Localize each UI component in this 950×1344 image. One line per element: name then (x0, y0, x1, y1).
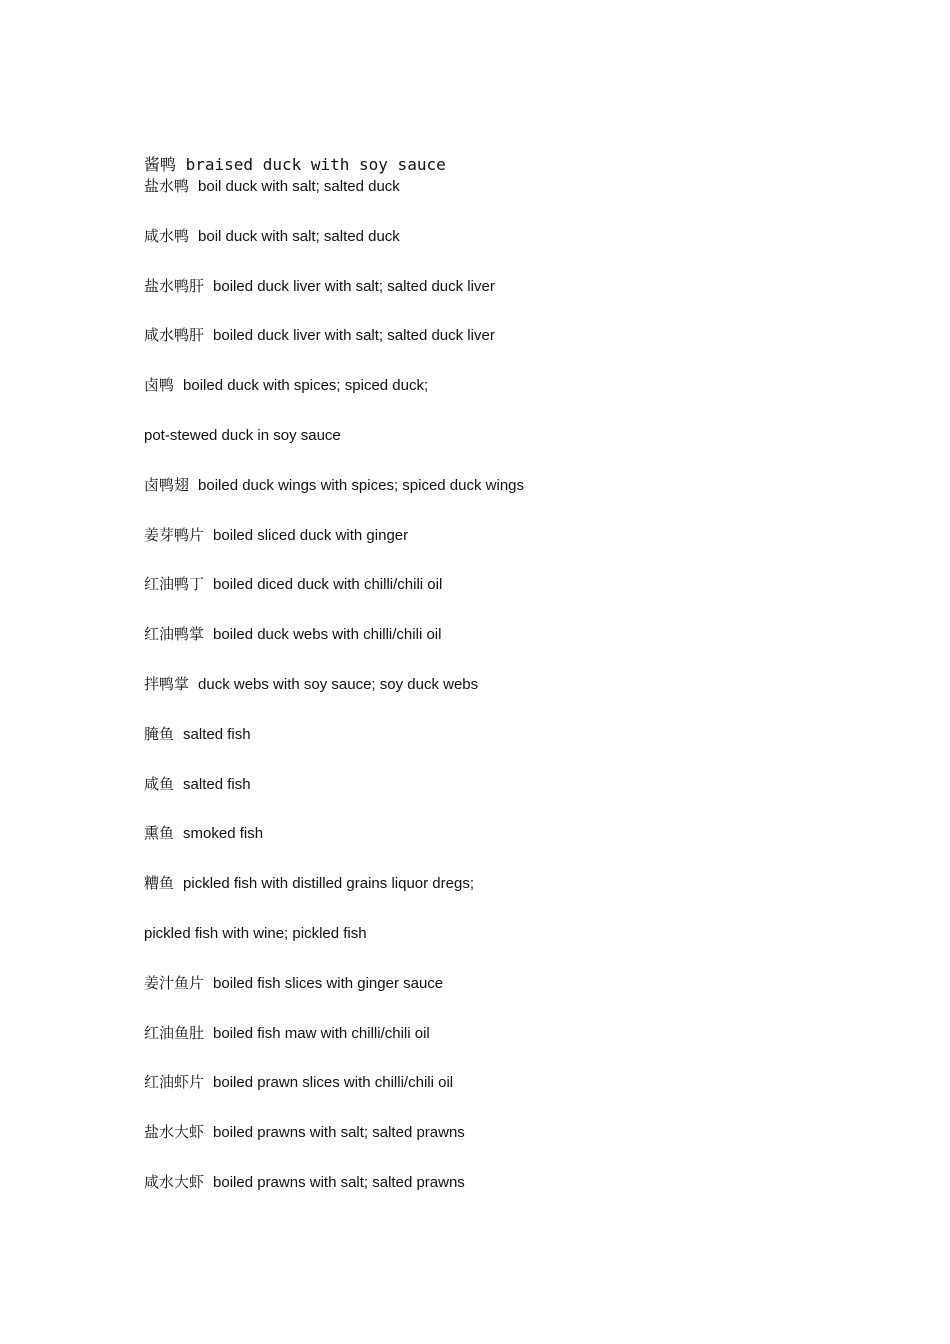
chinese-term: 糟鱼 (144, 875, 175, 893)
list-item (144, 823, 844, 873)
chinese-term: 红油鸭掌 (144, 626, 205, 644)
english-term: boiled duck wings with spices; spiced duck wings (198, 476, 525, 494)
english-term: boiled duck with spices; spiced duck; (183, 377, 429, 395)
chinese-term: 红油鸭丁 (144, 576, 205, 594)
english-term: boiled diced duck with chilli/chili oil (213, 576, 443, 594)
chinese-term: 咸水鸭肝 (144, 327, 205, 345)
list-item-continuation (144, 425, 844, 475)
list-item (144, 525, 844, 575)
list-item (144, 574, 844, 624)
english-term: boil duck with salt; salted duck (198, 178, 400, 195)
list-item (144, 724, 844, 774)
heading-line: 酱鸭 braised duck with soy sauce (144, 155, 446, 174)
english-term: salted fish (183, 775, 251, 793)
list-item (144, 674, 844, 724)
list-item (144, 973, 844, 1023)
list-item (144, 475, 844, 525)
english-term: boiled prawn slices with chilli/chili oil (213, 1074, 454, 1092)
chinese-term: 腌鱼 (144, 725, 175, 743)
english-term: boiled prawns with salt; salted prawns (213, 1124, 465, 1142)
chinese-term: 盐水鸭肝 (144, 277, 205, 295)
english-term: salted fish (183, 725, 251, 743)
english-term: smoked fish (183, 825, 264, 843)
chinese-term: 卤鸭 (144, 377, 175, 395)
chinese-term: 熏鱼 (144, 825, 175, 843)
chinese-term: 盐水鸭 (144, 178, 190, 195)
english-term: pickled fish with wine; pickled fish (144, 924, 367, 942)
list-item (144, 226, 844, 276)
list-item (144, 375, 844, 425)
chinese-term: 拌鸭掌 (144, 675, 190, 693)
chinese-term: 咸水鸭 (144, 227, 190, 245)
list-item (144, 774, 844, 824)
chinese-term: 卤鸭翅 (144, 476, 190, 494)
list-item (144, 873, 844, 923)
english-term: duck webs with soy sauce; soy duck webs (198, 675, 479, 693)
english-term: boiled duck webs with chilli/chili oil (213, 626, 442, 644)
chinese-term: 红油虾片 (144, 1074, 205, 1092)
list-item (144, 176, 844, 226)
chinese-term: 姜芽鸭片 (144, 526, 205, 544)
english-term: pickled fish with distilled grains liquor dregs; (183, 875, 474, 893)
list-item-continuation (144, 923, 844, 973)
english-term: boiled prawns with salt; salted prawns (213, 1173, 465, 1191)
english-term: boil duck with salt; salted duck (198, 227, 400, 245)
english-term: pot-stewed duck in soy sauce (144, 426, 341, 444)
english-term: boiled sliced duck with ginger (213, 526, 409, 544)
english-term: boiled duck liver with salt; salted duck liver (213, 327, 495, 345)
list-item (144, 1172, 844, 1222)
chinese-term: 咸鱼 (144, 775, 175, 793)
chinese-term: 红油鱼肚 (144, 1024, 205, 1042)
list-item (144, 325, 844, 375)
chinese-term: 姜汁鱼片 (144, 974, 205, 992)
english-term: boiled duck liver with salt; salted duck liver (213, 277, 495, 295)
list-item (144, 1122, 844, 1172)
chinese-term: 盐水大虾 (144, 1124, 205, 1142)
list-item (144, 1023, 844, 1073)
list-item (144, 1072, 844, 1122)
entry-list (144, 176, 844, 1222)
chinese-term: 咸水大虾 (144, 1173, 205, 1191)
english-term: boiled fish maw with chilli/chili oil (213, 1024, 430, 1042)
list-item (144, 624, 844, 674)
english-term: boiled fish slices with ginger sauce (213, 974, 444, 992)
list-item (144, 276, 844, 326)
